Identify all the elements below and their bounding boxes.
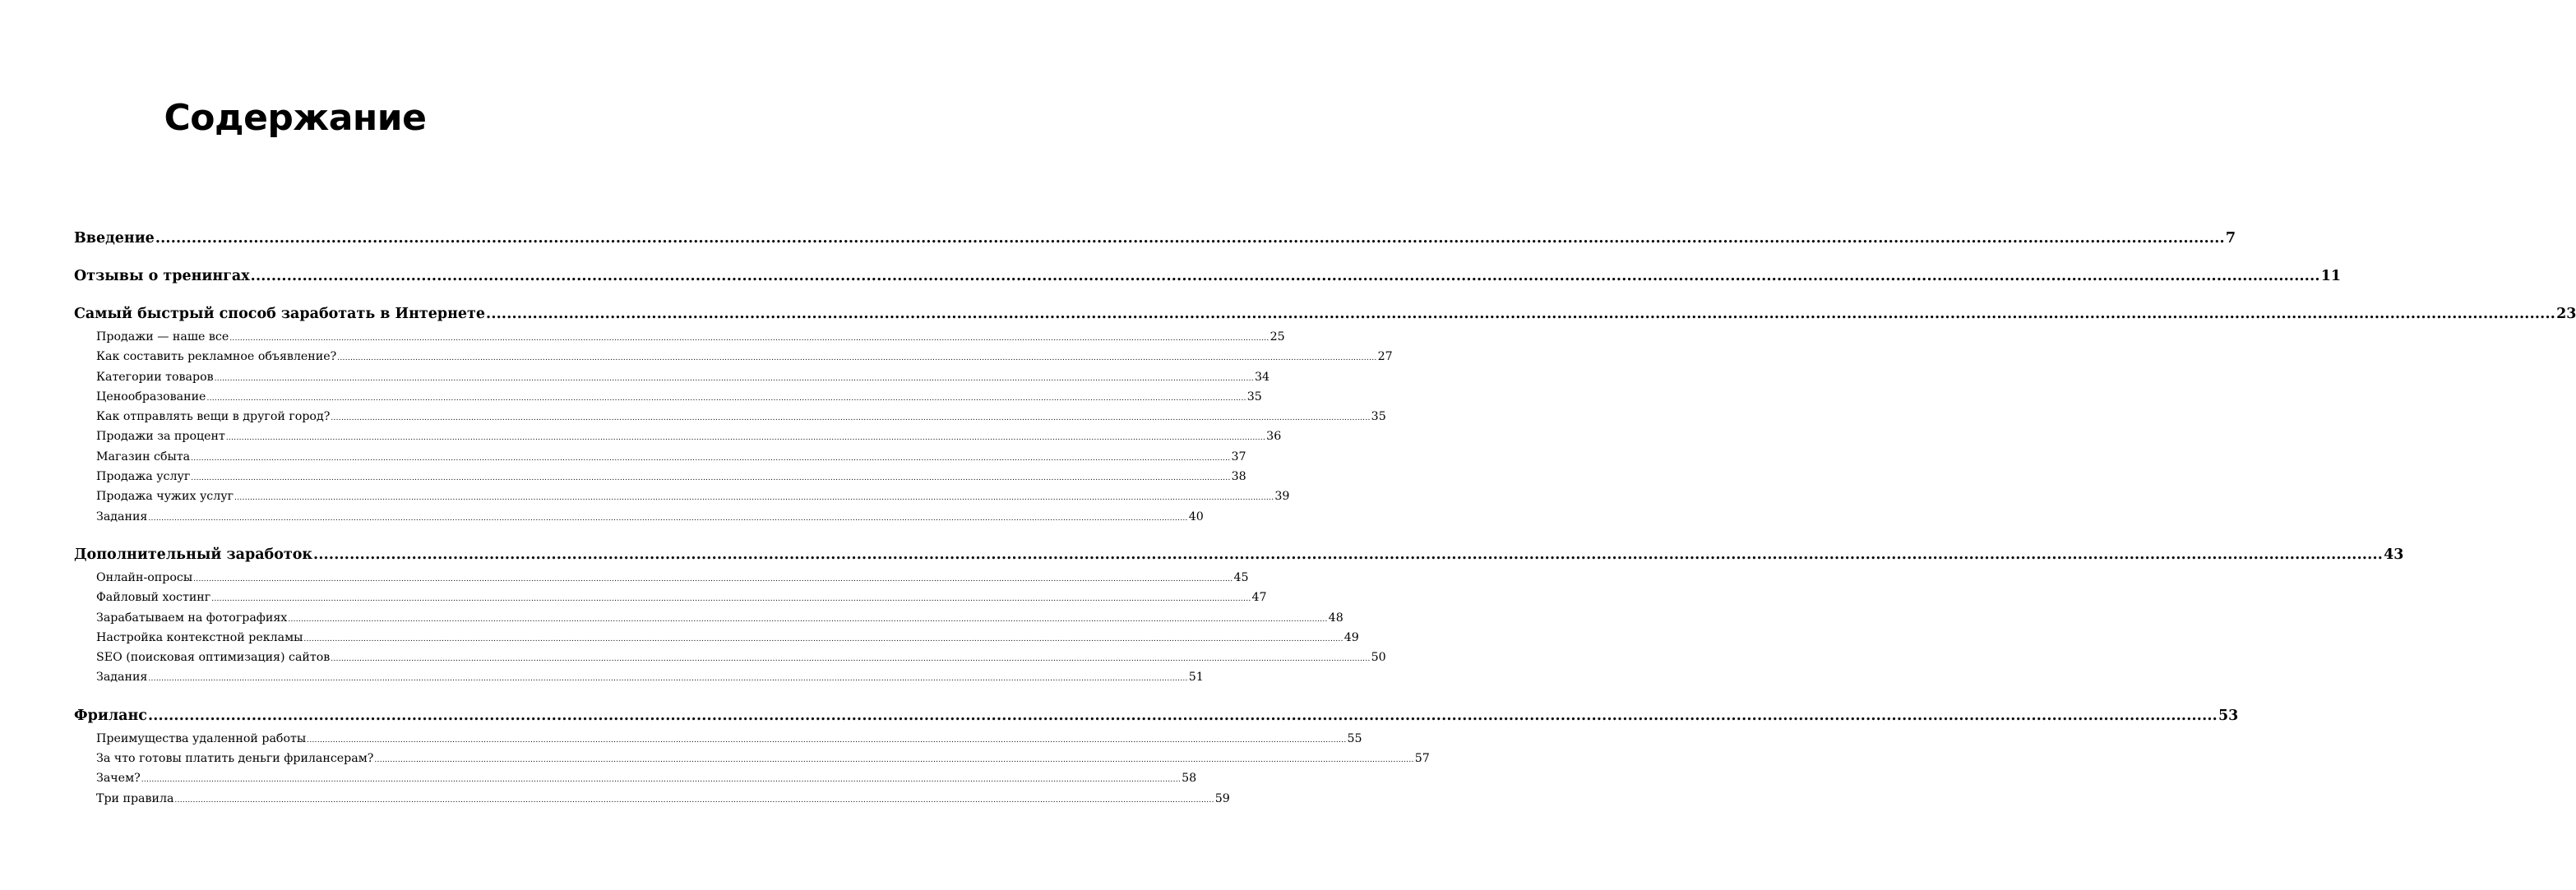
- dot-leader: ................................................................................................................................................................................................................................................................................................................................................................................................................: [155, 230, 2225, 247]
- dot-leader: ................................................................................................................................................................................................................................................................................................................................................................................................................: [486, 306, 2556, 322]
- toc-page-number: 39: [1274, 490, 1290, 504]
- toc-chapter-entry[interactable]: [74, 546, 2404, 568]
- toc-page-number: 27: [1377, 350, 1393, 364]
- toc-subsection-title: Файловый хостинг: [96, 591, 211, 605]
- toc-subsection-entry[interactable]: [74, 731, 1362, 752]
- toc-subsection-list: [74, 731, 1430, 812]
- toc-chapter-entry[interactable]: [74, 707, 2239, 729]
- dot-leader: ................................................................................................................................................................................................................................................................................................................................................................................................................: [250, 268, 2320, 284]
- dot-leader: ................................................................................................................................................................................................................................................................................................................................................................................................................: [191, 454, 1231, 463]
- toc-subsection-entry[interactable]: [74, 791, 1230, 812]
- dot-leader: ................................................................................................................................................................................................................................................................................................................................................................................................................: [191, 474, 1231, 483]
- toc-page-number: 35: [1246, 390, 1262, 403]
- dot-leader: ................................................................................................................................................................................................................................................................................................................................................................................................................: [225, 434, 1266, 443]
- toc-page-number: 38: [1231, 470, 1246, 484]
- toc-chapter-title: Фриланс: [74, 707, 147, 724]
- toc-page-number: 23: [2556, 306, 2576, 322]
- toc-subsection-title: Как отправлять вещи в другой город?: [96, 410, 331, 424]
- toc-chapter-title: Дополнительный заработок: [74, 546, 313, 563]
- toc-page-number: 47: [1251, 591, 1267, 605]
- page-title: Содержание: [164, 97, 427, 139]
- toc-subsection-entry[interactable]: [74, 350, 1393, 370]
- dot-leader: ................................................................................................................................................................................................................................................................................................................................................................................................................: [234, 494, 1274, 503]
- dot-leader: ................................................................................................................................................................................................................................................................................................................................................................................................................: [206, 394, 1246, 403]
- toc-page-number: 11: [2320, 268, 2342, 284]
- dot-leader: ................................................................................................................................................................................................................................................................................................................................................................................................................: [337, 354, 1377, 363]
- toc-page-number: 35: [1371, 410, 1386, 424]
- toc-subsection-title: Три правила: [96, 791, 174, 805]
- dot-leader: ................................................................................................................................................................................................................................................................................................................................................................................................................: [288, 615, 1328, 624]
- toc-subsection-title: Продажа услуг: [96, 470, 191, 484]
- toc-page-number: 53: [2218, 707, 2239, 724]
- dot-leader: ................................................................................................................................................................................................................................................................................................................................................................................................................: [214, 374, 1254, 383]
- toc-section: [74, 268, 2342, 289]
- dot-leader: ................................................................................................................................................................................................................................................................................................................................................................................................................: [174, 795, 1214, 805]
- toc-subsection-list: [74, 330, 1393, 530]
- toc-page-number: 51: [1188, 671, 1204, 685]
- dot-leader: ................................................................................................................................................................................................................................................................................................................................................................................................................: [193, 574, 1233, 583]
- toc-chapter-entry[interactable]: [74, 268, 2342, 289]
- toc-subsection-list: [74, 570, 1386, 691]
- toc-subsection-title: Преимущества удаленной работы: [96, 731, 307, 745]
- toc-subsection-title: Категории товаров: [96, 370, 214, 384]
- dot-leader: ................................................................................................................................................................................................................................................................................................................................................................................................................: [147, 707, 2218, 724]
- toc-subsection-title: Ценообразование: [96, 390, 206, 403]
- toc-page-number: 25: [1270, 330, 1285, 344]
- toc-page-number: 36: [1266, 430, 1282, 444]
- toc-page-number: 43: [2384, 546, 2404, 563]
- toc-chapter-title: Отзывы о тренингах: [74, 268, 250, 284]
- toc-subsection-entry[interactable]: [74, 630, 1359, 651]
- toc-chapter-title: Введение: [74, 230, 155, 247]
- toc-chapter-title: Самый быстрый способ заработать в Интернете: [74, 306, 486, 322]
- toc-page-number: 34: [1254, 370, 1270, 384]
- toc-subsection-title: Продажи — наше все: [96, 330, 229, 344]
- toc-page-number: 37: [1231, 450, 1246, 463]
- toc-subsection-title: За что готовы платить деньги фрилансерам?: [96, 752, 374, 766]
- toc-subsection-title: Зачем?: [96, 772, 141, 786]
- toc-page-number: 40: [1188, 510, 1204, 523]
- dot-leader: ................................................................................................................................................................................................................................................................................................................................................................................................................: [307, 736, 1347, 745]
- toc-subsection-title: Как составить рекламное объявление?: [96, 350, 337, 364]
- toc-page-number: 7: [2225, 230, 2236, 247]
- dot-leader: ................................................................................................................................................................................................................................................................................................................................................................................................................: [211, 595, 1251, 604]
- toc-page-number: 57: [1414, 752, 1430, 766]
- toc-subsection-entry[interactable]: [74, 490, 1290, 510]
- dot-leader: ................................................................................................................................................................................................................................................................................................................................................................................................................: [148, 675, 1188, 684]
- dot-leader: ................................................................................................................................................................................................................................................................................................................................................................................................................: [374, 756, 1414, 765]
- table-of-contents: [74, 230, 2576, 828]
- toc-subsection-title: SEO (поисковая оптимизация) сайтов: [96, 651, 331, 665]
- toc-subsection-entry[interactable]: [74, 450, 1246, 470]
- toc-page-number: 49: [1343, 630, 1359, 644]
- toc-subsection-entry[interactable]: [74, 470, 1246, 490]
- dot-leader: ................................................................................................................................................................................................................................................................................................................................................................................................................: [148, 514, 1188, 523]
- toc-section: [74, 707, 2239, 812]
- dot-leader: ................................................................................................................................................................................................................................................................................................................................................................................................................: [303, 634, 1343, 643]
- toc-page-number: 59: [1214, 791, 1230, 805]
- dot-leader: ................................................................................................................................................................................................................................................................................................................................................................................................................: [331, 414, 1371, 423]
- toc-page-number: 50: [1371, 651, 1386, 665]
- toc-page-number: 45: [1233, 570, 1249, 584]
- toc-subsection-title: Магазин сбыта: [96, 450, 191, 463]
- toc-subsection-entry[interactable]: [74, 752, 1430, 772]
- dot-leader: ................................................................................................................................................................................................................................................................................................................................................................................................................: [141, 776, 1182, 785]
- toc-section: [74, 306, 2576, 530]
- toc-subsection-entry[interactable]: [74, 772, 1197, 791]
- dot-leader: ................................................................................................................................................................................................................................................................................................................................................................................................................: [331, 655, 1371, 664]
- toc-subsection-title: Задания: [96, 671, 148, 685]
- toc-subsection-title: Задания: [96, 510, 148, 523]
- toc-subsection-entry[interactable]: [74, 510, 1204, 530]
- toc-subsection-entry[interactable]: [74, 651, 1386, 671]
- toc-subsection-entry[interactable]: [74, 430, 1282, 450]
- toc-section: [74, 546, 2404, 691]
- toc-subsection-entry[interactable]: [74, 370, 1270, 390]
- toc-subsection-entry[interactable]: [74, 671, 1204, 690]
- dot-leader: ................................................................................................................................................................................................................................................................................................................................................................................................................: [229, 334, 1270, 343]
- toc-subsection-entry[interactable]: [74, 410, 1386, 430]
- toc-subsection-title: Зарабатываем на фотографиях: [96, 611, 288, 625]
- toc-subsection-entry[interactable]: [74, 330, 1285, 350]
- toc-subsection-title: Продажи за процент: [96, 430, 225, 444]
- toc-chapter-entry[interactable]: [74, 230, 2236, 251]
- toc-subsection-entry[interactable]: [74, 611, 1343, 631]
- toc-page-number: 58: [1182, 772, 1197, 786]
- toc-chapter-entry[interactable]: [74, 306, 2576, 327]
- toc-subsection-entry[interactable]: [74, 591, 1267, 611]
- toc-subsection-title: Онлайн-опросы: [96, 570, 193, 584]
- toc-subsection-entry[interactable]: [74, 390, 1262, 410]
- dot-leader: ................................................................................................................................................................................................................................................................................................................................................................................................................: [313, 546, 2384, 563]
- toc-page-number: 55: [1347, 731, 1362, 745]
- toc-subsection-title: Настройка контекстной рекламы: [96, 630, 303, 644]
- toc-section: [74, 230, 2236, 251]
- toc-page-number: 48: [1328, 611, 1343, 625]
- toc-subsection-entry[interactable]: [74, 570, 1249, 591]
- toc-subsection-title: Продажа чужих услуг: [96, 490, 234, 504]
